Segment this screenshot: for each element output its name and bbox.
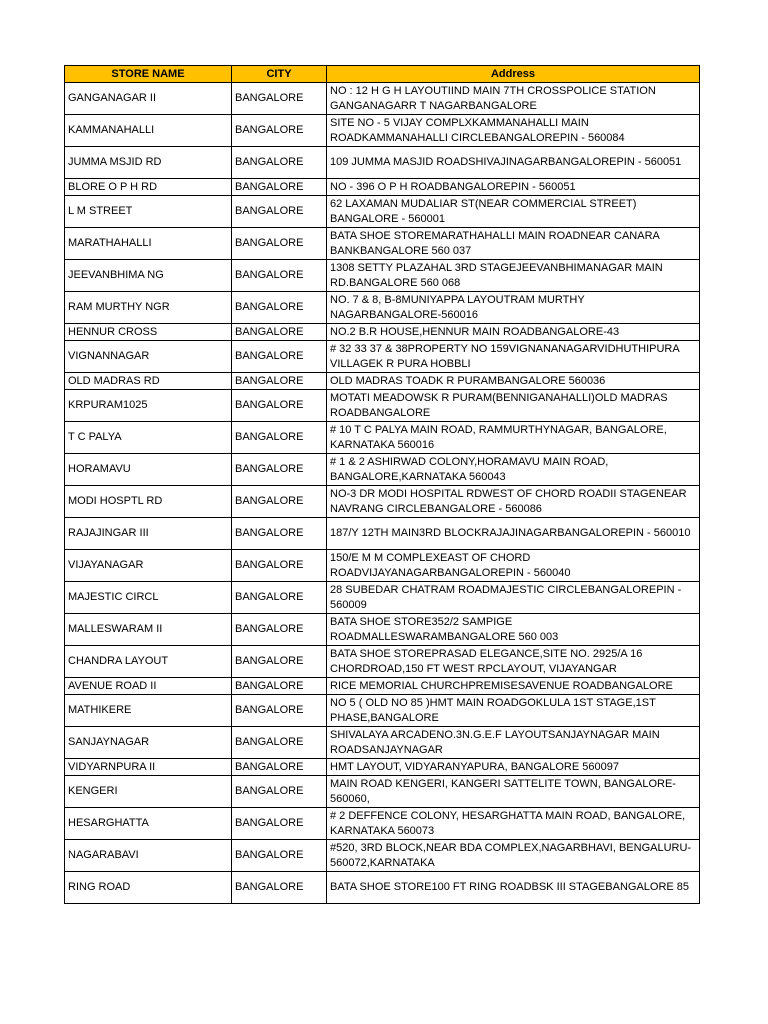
store-name-cell: GANGANAGAR II <box>65 83 232 115</box>
table-row <box>65 695 700 727</box>
city-cell: BANGALORE <box>232 550 327 582</box>
city-cell: BANGALORE <box>232 147 327 179</box>
store-name-cell: T C PALYA <box>65 422 232 454</box>
store-name-cell: KENGERI <box>65 776 232 808</box>
address-cell: HMT LAYOUT, VIDYARANYAPURA, BANGALORE 560097 <box>327 759 700 776</box>
table-row <box>65 872 700 904</box>
city-cell: BANGALORE <box>232 179 327 196</box>
city-cell: BANGALORE <box>232 759 327 776</box>
city-cell: BANGALORE <box>232 614 327 646</box>
address-cell: BATA SHOE STORE100 FT RING ROADBSK III STAGEBANGALORE 85 <box>327 872 700 904</box>
store-name-cell: JUMMA MSJID RD <box>65 147 232 179</box>
header-store-name: STORE NAME <box>65 66 232 83</box>
table-row <box>65 390 700 422</box>
city-cell: BANGALORE <box>232 115 327 147</box>
store-name-cell: SANJAYNAGAR <box>65 727 232 759</box>
address-cell: 187/Y 12TH MAIN3RD BLOCKRAJAJINAGARBANGALOREPIN - 560010 <box>327 518 700 550</box>
address-cell: # 1 & 2 ASHIRWAD COLONY,HORAMAVU MAIN ROAD, BANGALORE,KARNATAKA 560043 <box>327 454 700 486</box>
address-cell: 109 JUMMA MASJID ROADSHIVAJINAGARBANGALOREPIN - 560051 <box>327 147 700 179</box>
address-cell: # 10 T C PALYA MAIN ROAD, RAMMURTHYNAGAR, BANGALORE, KARNATAKA 560016 <box>327 422 700 454</box>
city-cell: BANGALORE <box>232 390 327 422</box>
table-row <box>65 518 700 550</box>
city-cell: BANGALORE <box>232 727 327 759</box>
address-cell: MOTATI MEADOWSK R PURAM(BENNIGANAHALLI)OLD MADRAS ROADBANGALORE <box>327 390 700 422</box>
store-name-cell: MAJESTIC CIRCL <box>65 582 232 614</box>
table-row <box>65 147 700 179</box>
table-row <box>65 179 700 196</box>
table-header-row <box>65 66 700 83</box>
address-cell: RICE MEMORIAL CHURCHPREMISESAVENUE ROADBANGALORE <box>327 678 700 695</box>
store-name-cell: MALLESWARAM II <box>65 614 232 646</box>
city-cell: BANGALORE <box>232 228 327 260</box>
store-name-cell: KAMMANAHALLI <box>65 115 232 147</box>
address-cell: NO. 7 & 8, B-8MUNIYAPPA LAYOUTRAM MURTHY NAGARBANGALORE-560016 <box>327 292 700 324</box>
store-name-cell: VIGNANNAGAR <box>65 341 232 373</box>
store-name-cell: MATHIKERE <box>65 695 232 727</box>
store-name-cell: HESARGHATTA <box>65 808 232 840</box>
store-name-cell: RING ROAD <box>65 872 232 904</box>
address-cell: 28 SUBEDAR CHATRAM ROADMAJESTIC CIRCLEBANGALOREPIN - 560009 <box>327 582 700 614</box>
address-cell: #520, 3RD BLOCK,NEAR BDA COMPLEX,NAGARBHAVI, BENGALURU-560072,KARNATAKA <box>327 840 700 872</box>
city-cell: BANGALORE <box>232 486 327 518</box>
table-row <box>65 454 700 486</box>
city-cell: BANGALORE <box>232 695 327 727</box>
table-row <box>65 727 700 759</box>
address-cell: BATA SHOE STOREPRASAD ELEGANCE,SITE NO. 2925/A 16 CHORDROAD,150 FT WEST RPCLAYOUT, VIJAYANGAR <box>327 646 700 678</box>
address-cell: NO.2 B.R HOUSE,HENNUR MAIN ROADBANGALORE-43 <box>327 324 700 341</box>
address-cell: NO 5 ( OLD NO 85 )HMT MAIN ROADGOKLULA 1ST STAGE,1ST PHASE,BANGALORE <box>327 695 700 727</box>
table-row <box>65 228 700 260</box>
city-cell: BANGALORE <box>232 678 327 695</box>
address-cell: # 2 DEFFENCE COLONY, HESARGHATTA MAIN ROAD, BANGALORE, KARNATAKA 560073 <box>327 808 700 840</box>
address-cell: 150/E M M COMPLEXEAST OF CHORD ROADVIJAYANAGARBANGALOREPIN - 560040 <box>327 550 700 582</box>
store-name-cell: L M STREET <box>65 196 232 228</box>
city-cell: BANGALORE <box>232 776 327 808</box>
address-cell: SITE NO - 5 VIJAY COMPLXKAMMANAHALLI MAIN ROADKAMMANAHALLI CIRCLEBANGALOREPIN - 560084 <box>327 115 700 147</box>
store-name-cell: NAGARABAVI <box>65 840 232 872</box>
table-row <box>65 292 700 324</box>
address-cell: BATA SHOE STORE352/2 SAMPIGE ROADMALLESWARAMBANGALORE 560 003 <box>327 614 700 646</box>
table-row <box>65 324 700 341</box>
city-cell: BANGALORE <box>232 324 327 341</box>
table-row <box>65 422 700 454</box>
store-name-cell: BLORE O P H RD <box>65 179 232 196</box>
city-cell: BANGALORE <box>232 83 327 115</box>
store-table <box>64 65 700 904</box>
city-cell: BANGALORE <box>232 872 327 904</box>
city-cell: BANGALORE <box>232 373 327 390</box>
store-name-cell: VIDYARNPURA II <box>65 759 232 776</box>
city-cell: BANGALORE <box>232 196 327 228</box>
address-cell: # 32 33 37 & 38PROPERTY NO 159VIGNANANAGARVIDHUTHIPURA VILLAGEK R PURA HOBBLI <box>327 341 700 373</box>
store-name-cell: JEEVANBHIMA NG <box>65 260 232 292</box>
address-cell: MAIN ROAD KENGERI, KANGERI SATTELITE TOWN, BANGALORE-560060, <box>327 776 700 808</box>
city-cell: BANGALORE <box>232 646 327 678</box>
table-row <box>65 341 700 373</box>
store-name-cell: HENNUR CROSS <box>65 324 232 341</box>
table-row <box>65 115 700 147</box>
table-row <box>65 646 700 678</box>
table-row <box>65 678 700 695</box>
store-name-cell: RAM MURTHY NGR <box>65 292 232 324</box>
table-row <box>65 260 700 292</box>
table-row <box>65 196 700 228</box>
address-cell: 1308 SETTY PLAZAHAL 3RD STAGEJEEVANBHIMANAGAR MAIN RD.BANGALORE 560 068 <box>327 260 700 292</box>
table-row <box>65 614 700 646</box>
table-row <box>65 582 700 614</box>
table-row <box>65 776 700 808</box>
table-row <box>65 550 700 582</box>
address-cell: OLD MADRAS TOADK R PURAMBANGALORE 560036 <box>327 373 700 390</box>
store-name-cell: VIJAYANAGAR <box>65 550 232 582</box>
store-name-cell: AVENUE ROAD II <box>65 678 232 695</box>
city-cell: BANGALORE <box>232 518 327 550</box>
store-name-cell: MODI HOSPTL RD <box>65 486 232 518</box>
store-name-cell: HORAMAVU <box>65 454 232 486</box>
table-row <box>65 840 700 872</box>
city-cell: BANGALORE <box>232 260 327 292</box>
city-cell: BANGALORE <box>232 840 327 872</box>
store-name-cell: RAJAJINGAR III <box>65 518 232 550</box>
store-name-cell: OLD MADRAS RD <box>65 373 232 390</box>
table-row <box>65 83 700 115</box>
header-city: CITY <box>232 66 327 83</box>
city-cell: BANGALORE <box>232 808 327 840</box>
header-address: Address <box>327 66 700 83</box>
address-cell: BATA SHOE STOREMARATHAHALLI MAIN ROADNEAR CANARA BANKBANGALORE 560 037 <box>327 228 700 260</box>
table-row <box>65 373 700 390</box>
city-cell: BANGALORE <box>232 341 327 373</box>
city-cell: BANGALORE <box>232 422 327 454</box>
address-cell: NO : 12 H G H LAYOUTIIND MAIN 7TH CROSSPOLICE STATION GANGANAGARR T NAGARBANGALORE <box>327 83 700 115</box>
address-cell: SHIVALAYA ARCADENO.3N.G.E.F LAYOUTSANJAYNAGAR MAIN ROADSANJAYNAGAR <box>327 727 700 759</box>
address-cell: 62 LAXAMAN MUDALIAR ST(NEAR COMMERCIAL STREET) BANGALORE - 560001 <box>327 196 700 228</box>
address-cell: NO-3 DR MODI HOSPITAL RDWEST OF CHORD ROADII STAGENEAR NAVRANG CIRCLEBANGALORE - 560086 <box>327 486 700 518</box>
store-name-cell: KRPURAM1025 <box>65 390 232 422</box>
store-name-cell: MARATHAHALLI <box>65 228 232 260</box>
table-row <box>65 808 700 840</box>
city-cell: BANGALORE <box>232 582 327 614</box>
city-cell: BANGALORE <box>232 292 327 324</box>
address-cell: NO - 396 O P H ROADBANGALOREPIN - 560051 <box>327 179 700 196</box>
store-name-cell: CHANDRA LAYOUT <box>65 646 232 678</box>
table-row <box>65 486 700 518</box>
city-cell: BANGALORE <box>232 454 327 486</box>
table-row <box>65 759 700 776</box>
